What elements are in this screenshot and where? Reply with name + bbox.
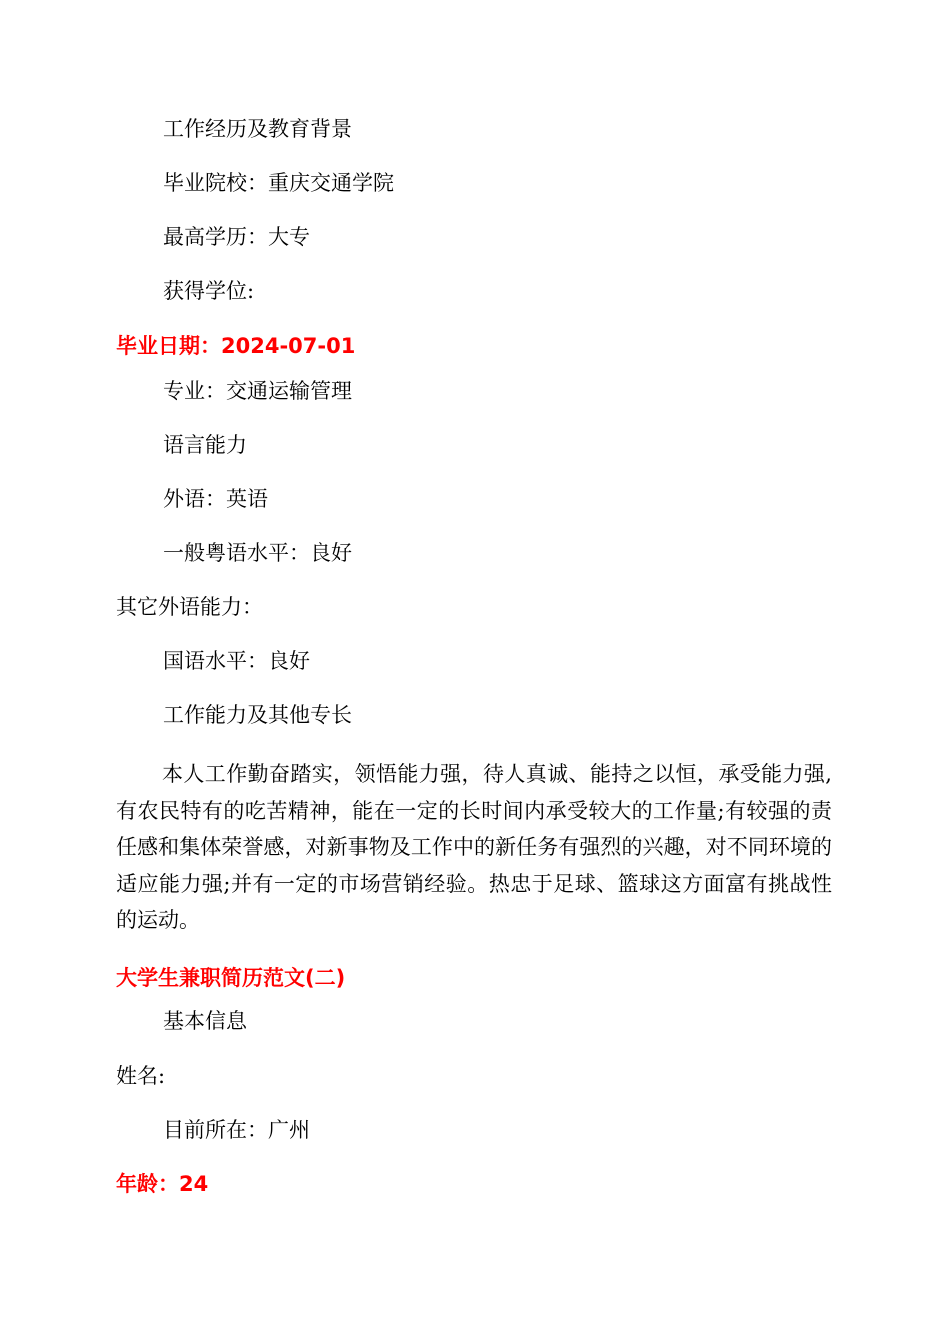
section-two-title: 大学生兼职简历范文(二)	[116, 966, 346, 990]
age-heading: 年龄：24	[116, 1172, 209, 1196]
major-line: 专业：交通运输管理	[163, 379, 352, 403]
other-language-line: 其它外语能力：	[116, 595, 263, 619]
self-description-paragraph: 本人工作勤奋踏实，领悟能力强，待人真诚、能持之以恒，承受能力强,有农民特有的吃苦精神，能在一定的长时间内承受较大的工作量;有较强的责任感和集体荣誉感，对新事物及工作中的新任务有强烈的兴趣，对不同环境的适应能力强;并有一定的市场营销经验。热忠于足球、篮球这方面富有挑战性的运动。	[116, 762, 832, 932]
work-education-heading: 工作经历及教育背景	[163, 117, 352, 141]
mandarin-line: 国语水平：良好	[163, 649, 310, 673]
location-line: 目前所在：广州	[163, 1118, 310, 1142]
cantonese-line: 一般粤语水平：良好	[163, 541, 352, 565]
basic-info-heading: 基本信息	[163, 1009, 247, 1033]
skills-heading: 工作能力及其他专长	[163, 703, 352, 727]
language-ability-heading: 语言能力	[163, 433, 247, 457]
education-line: 最高学历：大专	[163, 225, 310, 249]
graduation-date-heading: 毕业日期：2024-07-01	[116, 334, 356, 358]
name-line: 姓名:	[116, 1064, 166, 1088]
degree-line: 获得学位:	[163, 279, 255, 303]
school-line: 毕业院校：重庆交通学院	[163, 171, 394, 195]
foreign-language-line: 外语：英语	[163, 487, 268, 511]
